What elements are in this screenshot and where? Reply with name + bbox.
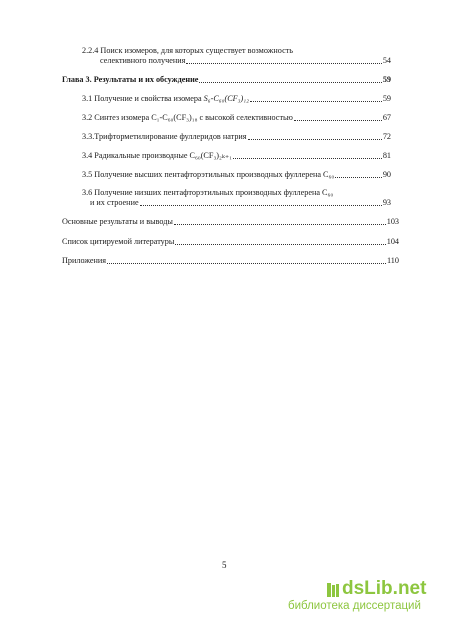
page-number: 5 xyxy=(222,560,227,570)
toc-entry-text: 3.4 Радикальные производные C₆₀(CF₃)₂ₖ₊₁ xyxy=(82,151,233,160)
toc-leader-dots xyxy=(250,100,382,102)
watermark-brand: dsLib.net xyxy=(342,578,427,599)
toc-entry-2-2-4-line1: 2.2.4 Поиск изомеров, для которых существует возможность xyxy=(82,46,294,55)
toc-entry-3-5 xyxy=(82,170,391,180)
toc-entry-text: Приложения xyxy=(62,256,107,265)
toc-leader-dots xyxy=(335,176,382,178)
toc-entry-appendices xyxy=(62,256,399,266)
toc-leader-dots xyxy=(233,157,382,159)
toc-page-number: 90 xyxy=(382,170,391,179)
toc-entry-text: Глава 3. Результаты и их обсуждение xyxy=(62,75,199,84)
toc-leader-dots xyxy=(294,119,382,121)
toc-leader-dots xyxy=(248,138,382,140)
toc-entry-3-3 xyxy=(82,132,391,142)
toc-entry-3-4 xyxy=(82,151,391,161)
toc-entry-text: Основные результаты и выводы xyxy=(62,217,173,226)
toc-entry-text: Список цитируемой литературы xyxy=(62,237,175,246)
toc-entry-label: 3.1 Получение и свойства изомера xyxy=(82,94,204,103)
toc-entry-results xyxy=(62,217,399,227)
book-logo-icon xyxy=(326,582,340,598)
toc-page-number: 54 xyxy=(382,56,391,65)
toc-leader-dots xyxy=(186,62,381,64)
watermark xyxy=(288,578,448,614)
toc-entry-text: селективного получения xyxy=(100,56,186,65)
toc-entry-literature xyxy=(62,237,399,247)
toc-page-number: 67 xyxy=(382,113,391,122)
toc-entry-text xyxy=(82,94,249,104)
toc-leader-dots xyxy=(174,223,386,225)
watermark-subtitle: библиотека диссертаций xyxy=(288,600,421,612)
toc-page-number: 59 xyxy=(382,94,391,103)
toc-entry-3-2 xyxy=(82,113,391,123)
toc-leader-dots xyxy=(199,81,381,83)
toc-entry-formula: S₆-C₆₀(CF₃)₁₂ xyxy=(203,94,249,103)
toc-page-number: 59 xyxy=(382,75,391,84)
toc-chapter-3 xyxy=(62,75,391,85)
toc-leader-dots xyxy=(140,204,382,206)
toc-page-number: 93 xyxy=(382,198,391,207)
toc-page-number: 72 xyxy=(382,132,391,141)
toc-entry-text: 3.3.Трифторметилирование фуллеридов натрия xyxy=(82,132,247,141)
toc-entry-3-6 xyxy=(90,198,391,208)
toc-leader-dots xyxy=(175,243,385,245)
toc-entry-3-6-line1: 3.6 Получение низших пентафторэтильных производных фуллерена C₆₀ xyxy=(82,188,334,197)
toc-page-number: 110 xyxy=(387,256,399,265)
toc-page-number: 103 xyxy=(386,217,399,226)
toc-entry-text: 3.2 Синтез изомера C₁-C₆₀(CF₃)₁₈ с высокой селективностью xyxy=(82,113,293,122)
toc-entry-2-2-4 xyxy=(100,56,391,66)
toc-leader-dots xyxy=(107,262,386,264)
toc-page-number: 81 xyxy=(382,151,391,160)
toc-entry-3-1 xyxy=(82,94,391,104)
toc-page-number: 104 xyxy=(386,237,399,246)
toc-entry-text: и их строение xyxy=(90,198,139,207)
toc-entry-text: 3.5 Получение высших пентафторэтильных производных фуллерена C₆₀ xyxy=(82,170,335,179)
